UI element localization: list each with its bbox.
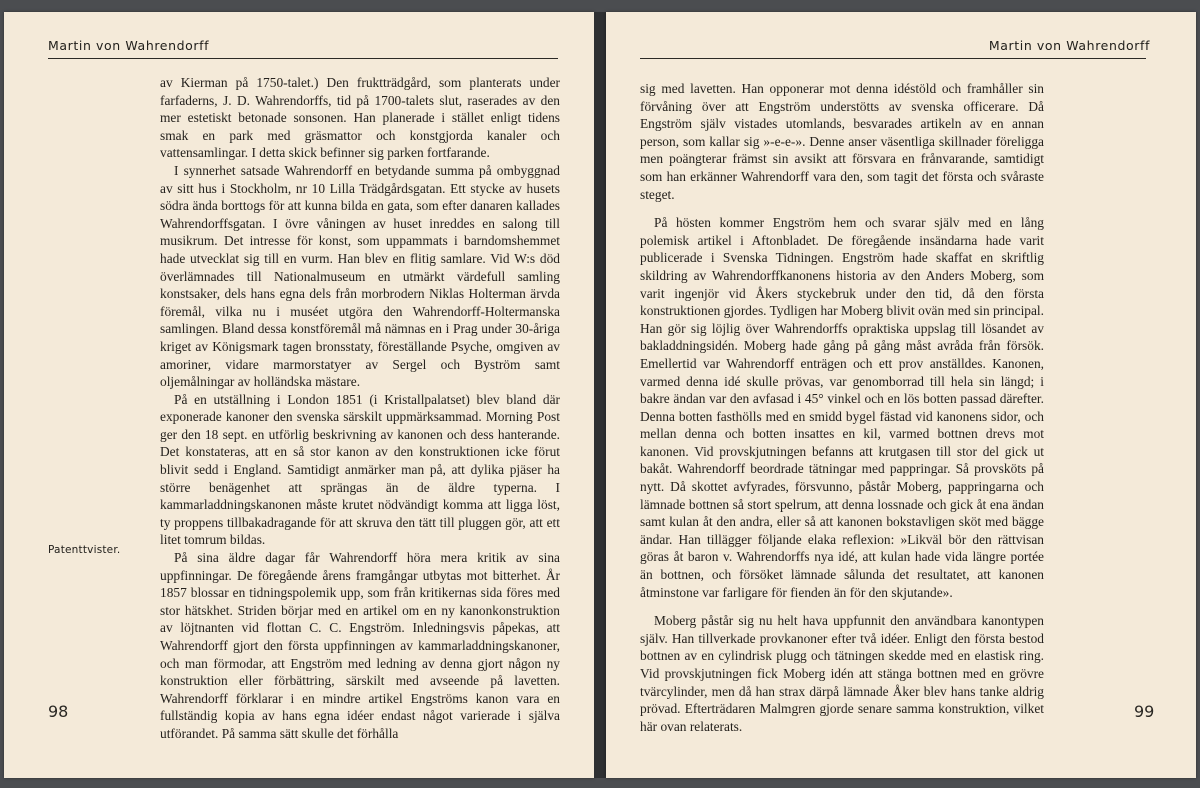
paragraph: På sina äldre dagar får Wahrendorff höra mera kritik av sina uppfinningar. De föregående årens framgångar utbytas mot bitterhet. År 1857 blossar en tidningspolemik upp, som från kritikernas sida föres med stor hätskhet. Striden börjar med en artikel om en ny kanonkonstruktion av löjtnanten vid flottan C. C. Engström. Inledningsvis påpekas, att Wahrendorff gjort den första uppfinningen av kammarladdningskanoner, och man förmodar, att Engström med ledning av denna gjort någon ny konstruktion eller förbättring, särskilt med avseende på lavetten. Wahrendorff förklarar i en mindre artikel Engströms kanon vara en fullständig kopia av hans egna idéer endast något varierade i själva utförandet. På samma sätt skulle det förhålla xyxy=(160,550,560,741)
running-header: Martin von Wahrendorff xyxy=(48,38,210,53)
paragraph: På hösten kommer Engström hem och svarar själv med en lång polemisk artikel i Aftonbladet. De föregående insändarna hade varit publicerade i Svenska Tidningen. Engström hade skaffat en skriftlig skildring av Wahrendorffkanonens historia av den Anders Moberg, som varit ingenjör vid Åkers styckebruk under den tid, då den första konstruktionen gjordes. Tydligen har Moberg blivit ovän med sin principal. Han gör sig löjlig över Wahrendorffs opraktiska uppslag till lösandet av bakladdningsidén. Moberg hade gång på gång måst avråda från försök. Emellertid var Wahrendorff enträgen och ett prov anställdes. Kanonen, varmed denna idé skulle prövas, var genomborrad till hela sin längd; i bakre ändan var den avfasad i 45° vinkel och en lös botten passad därefter. Denna botten fasthölls med en smidd bygel fästad vid kanonens sidor, och mellan denna och botten insattes en kil, varmed bottnen drevs mot kanonen. Vid provskjutningen befanns att krutgasen till stor del gick ut bakåt. Wahrendorff beordrade tätningar med pappringar. Så provsköts på nytt. Då skottet avfyrades, försvunno, påstår Moberg, pappringarna och lämnade bottnen så stort spelrum, att denna lossnade och gick åt ena ändan samt kulan åt den andra, eller så att kanonen bokstavligen sköt med bägge ändar. Han tillägger följande elaka reflexion: »Likväl bör den rättvisan göras åt baron v. Wahrendorffs nya idé, att kulan hade vida längre portée än bottnen, och försöket lämnade sålunda det resultatet, att kanonen åtminstone var farligare för fienden än för den skjutande». xyxy=(640,215,1044,600)
paragraph: I synnerhet satsade Wahrendorff en betydande summa på ombyggnad av sitt hus i Stockholm, nr 10 Lilla Trädgårdsgatan. Ett stycke av husets södra ända borttogs för att kunna bilda en gata, som efter danaren kallades Wahrendorffsgatan. I övre våningen av huset inreddes en salong till musikrum. Det intresse för konst, som uppammats i barndomshemmet hade utvecklat sig till en vurm. Han blev en flitig samlare. Vid W:s död överlämnades till Nationalmuseum en utmärkt värdefull samling konstsaker, dels hans egna dels från morbrodern Niklas Holterman ärvda föremål, vilka nu i muséet utgöra den Wahrendorff-Holtermanska samlingen. Bland dessa konstföremål må nämnas en i Prag under 30-åriga kriget av Königsmark tagen bronsstaty, föreställande Psyche, omgiven av amoriner, vidare marmorstatyer av Sergel och Byström samt oljemålningar av holländska mästare. xyxy=(160,162,560,390)
book-gutter xyxy=(594,12,606,778)
paragraph: sig med lavetten. Han opponerar mot denna idéstöld och framhåller sin förvåning över att Engström understötts av svenska officerare. Då Engström själv vistades utomlands, besvarades artikeln av en annan person, som kallar sig »-e-e-». Denne anser väsentliga skillnader föreligga men poängterar främst sin avsikt att försvara en frånvarande, samtidigt som han erkänner Wahrendorff vara den, som tagit det första och svåraste steget. xyxy=(640,81,1044,202)
page-number: 99 xyxy=(1134,702,1155,721)
right-page xyxy=(606,12,1196,778)
left-page xyxy=(4,12,594,778)
marginal-note: Patenttvister. xyxy=(48,544,121,556)
paragraph: Moberg påstår sig nu helt hava uppfunnit den användbara kanontypen själv. Han tillverkade provkanoner efter två idéer. Enligt den första bestod bottnen av en cylindrisk plugg och tätningen skedde med en elastisk ring. Vid provskjutningen fick Moberg idén att stänga bottnen med en grövre tvärcylinder, men då han strax därpå lämnade Åker blev hans tanke aldrig prövad. Efterträdaren Malmgren gjorde senare samma konstruktion, vilket här ovan relaterats. xyxy=(640,613,1044,734)
paragraph: På en utställning i London 1851 (i Kristallpalatset) blev bland där exponerade kanoner den svenska särskilt uppmärksammad. Morning Post ger den 18 sept. en utförlig beskrivning av kanonen och dess hanterande. Det konstateras, att en så stor kanon av den konstruktionen icke förut blivit sedd i England. Samtidigt anmärker man på, att dylika pjäser ha större benägenhet att sprängas än de äldre typerna. I kammarladdningskanonen måste krutet nödvändigt komma att ligga löst, ty proppens tillbakadragande för att skruva den tätt till pluggen gör, att ett litet tomrum bildas. xyxy=(160,391,560,548)
header-rule xyxy=(48,58,558,59)
body-text xyxy=(640,80,1044,735)
paragraph: av Kierman på 1750-talet.) Den fruktträdgård, som planterats under farfaderns, J. D. Wahrendorffs, tid på 1700-talets slut, raserades av den mer estetiskt betonade sonsonen. Han planerade i stället enligt tidens smak en park med gräsmattor och konstgjorda kanaler och vattensamlingar. I detta skick befinner sig parken fortfarande. xyxy=(160,75,560,161)
page-number: 98 xyxy=(48,702,69,721)
body-text xyxy=(160,74,560,743)
running-header: Martin von Wahrendorff xyxy=(988,38,1150,53)
header-rule xyxy=(640,58,1146,59)
